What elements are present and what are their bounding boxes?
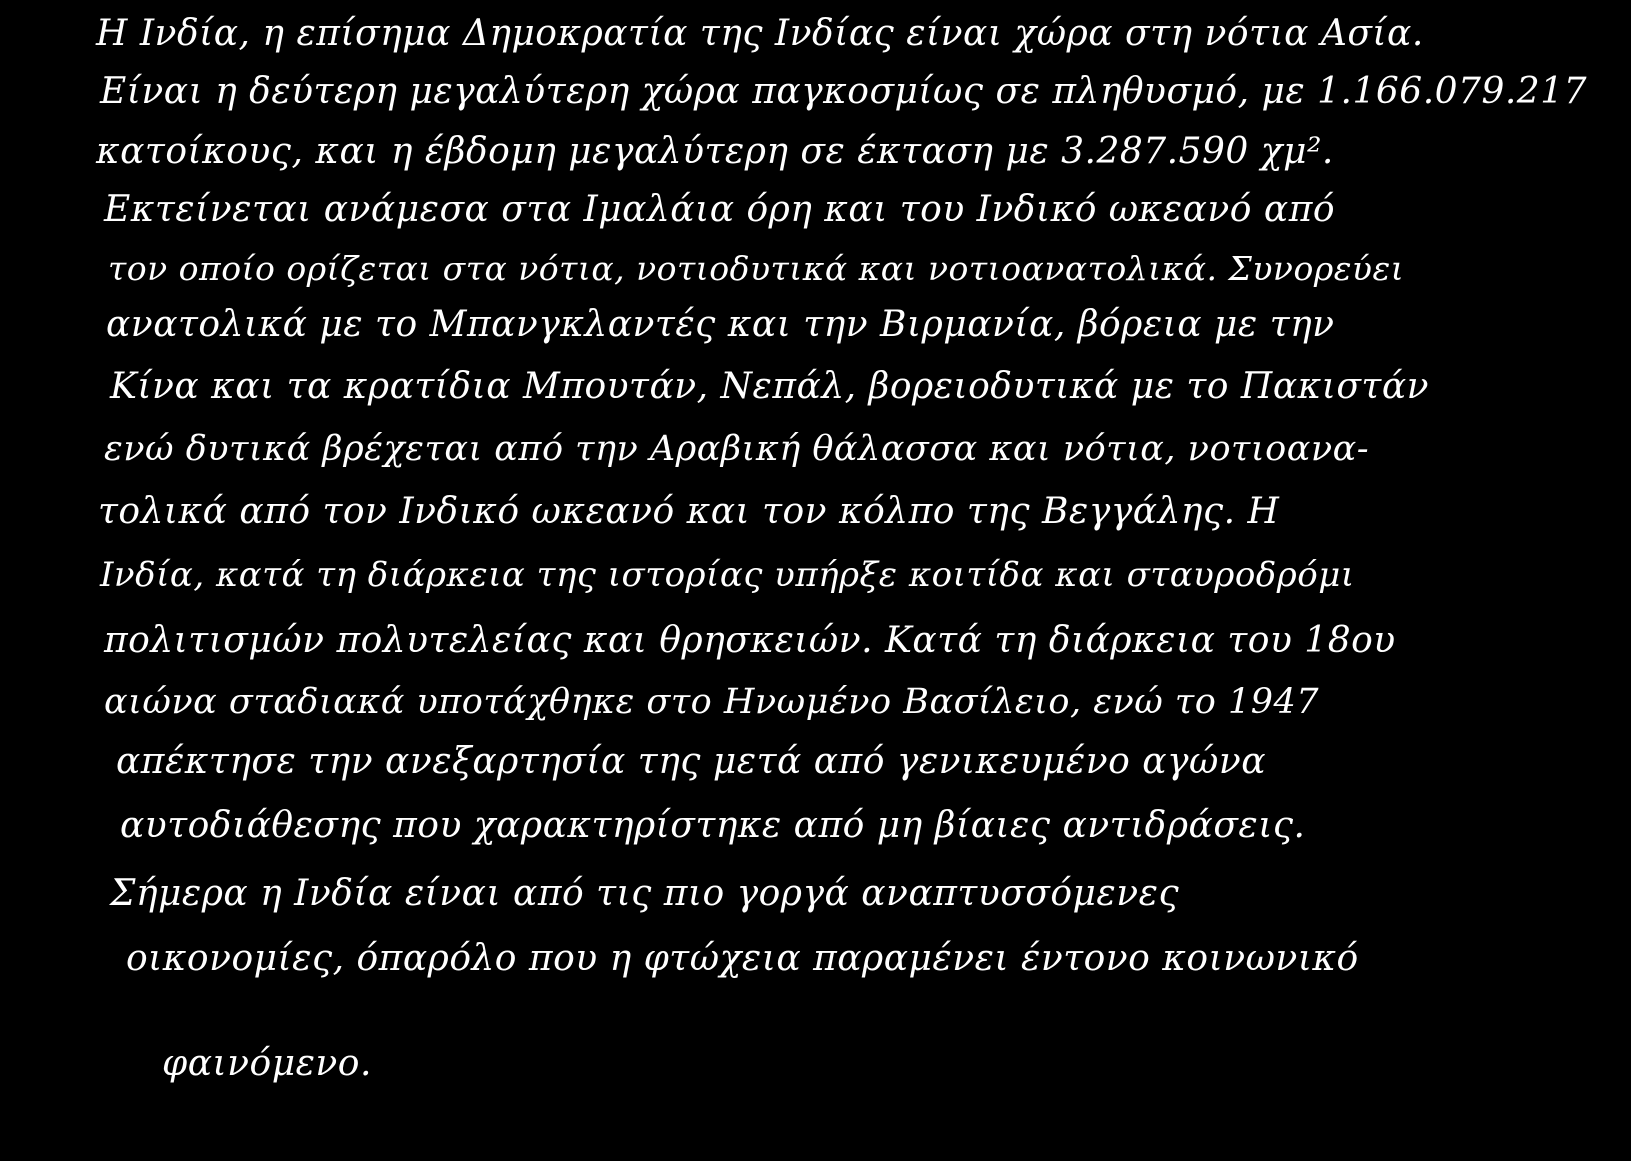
text-line: αιώνα σταδιακά υποτάχθηκε στο Ηνωμένο Βασίλειο, ενώ το 1947: [104, 682, 1320, 722]
text-line: τολικά από τον Ινδικό ωκεανό και τον κόλπο της Βεγγάλης. Η: [98, 491, 1280, 532]
text-line: πολιτισμών πολυτελείας και θρησκειών. Κατά τη διάρκεια του 18ου: [104, 620, 1396, 661]
text-line: Εκτείνεται ανάμεσα στα Ιμαλάια όρη και του Ινδικό ωκεανό από: [104, 189, 1336, 230]
text-line: ανατολικά με το Μπανγκλαντές και την Βιρμανία, βόρεια με την: [106, 304, 1335, 345]
text-line: Είναι η δεύτερη μεγαλύτερη χώρα παγκοσμίως σε πληθυσμό, με 1.166.079.217: [100, 71, 1588, 112]
text-line: κατοίκους, και η έβδομη μεγαλύτερη σε έκταση με 3.287.590 χμ².: [96, 131, 1334, 172]
text-line: τον οποίο ορίζεται στα νότια, νοτιοδυτικά και νοτιοανατολικά. Συνορεύει: [108, 249, 1405, 288]
text-line: οικονομίες, όπαρόλο που η φτώχεια παραμένει έντονο κοινωνικό: [126, 938, 1359, 979]
text-line: απέκτησε την ανεξαρτησία της μετά από γενικευμένο αγώνα: [116, 741, 1267, 782]
text-line: αυτοδιάθεσης που χαρακτηρίστηκε από μη βίαιες αντιδράσεις.: [120, 805, 1306, 846]
text-line: Σήμερα η Ινδία είναι από τις πιο γοργά αναπτυσσόμενες: [110, 873, 1180, 914]
text-line: ενώ δυτικά βρέχεται από την Αραβική θάλασσα και νότια, νοτιοανα-: [104, 429, 1370, 469]
text-line: φαινόμενο.: [162, 1043, 372, 1084]
text-line: Η Ινδία, η επίσημα Δημοκρατία της Ινδίας είναι χώρα στη νότια Ασία.: [96, 13, 1424, 54]
text-line: Κίνα και τα κρατίδια Μπουτάν, Νεπάλ, βορειοδυτικά με το Πακιστάν: [110, 366, 1430, 407]
text-line: Ινδία, κατά τη διάρκεια της ιστορίας υπήρξε κοιτίδα και σταυροδρόμι: [100, 555, 1355, 595]
